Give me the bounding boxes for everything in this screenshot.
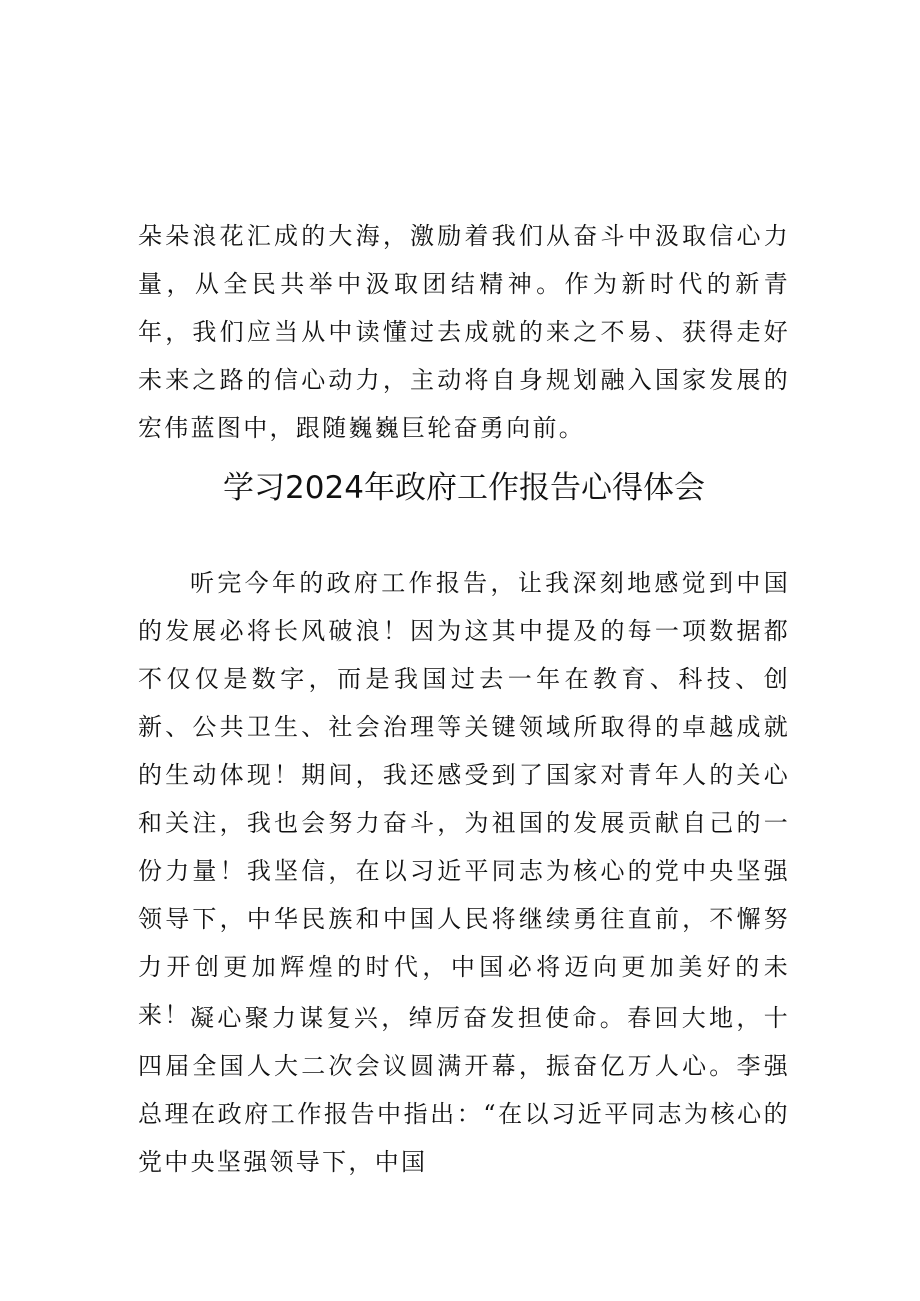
paragraph-report-reflection: 听完今年的政府工作报告，让我深刻地感觉到中国的发展必将长风破浪！因为这其中提及的每一项数据都不仅仅是数字，而是我国过去一年在教育、科技、创新、公共卫生、社会治理等关键领域所取得的卓越成就的生动体现！期间，我还感受到了国家对青年人的关心和关注，我也会努力奋斗，为祖国的发展贡献自己的一份力量！我坚信，在以习近平同志为核心的党中央坚强领导下，中华民族和中国人民将继续勇往直前，不懈努力开创更加辉煌的时代，中国必将迈向更加美好的未来！ <box>138 569 790 1029</box>
paragraph-revival-mission: 凝心聚力谋复兴，绰厉奋发担使命。春回大地，十四届全国人大二次会议圆满开幕，振奋亿万人心。李强总理在政府工作报告中指出：“在以习近平同志为核心的党中央坚强领导下，中国 <box>138 1004 790 1176</box>
paragraph-continued: 朵朵浪花汇成的大海，激励着我们从奋斗中汲取信心力量，从全民共举中汲取团结精神。作为新时代的新青年，我们应当从中读懂过去成就的来之不易、获得走好未来之路的信心动力，主动将自身规划融入国家发展的宏伟蓝图中，跟随巍巍巨轮奋勇向前。 <box>138 222 790 442</box>
document-title: 学习2024年政府工作报告心得体会 <box>223 470 705 506</box>
